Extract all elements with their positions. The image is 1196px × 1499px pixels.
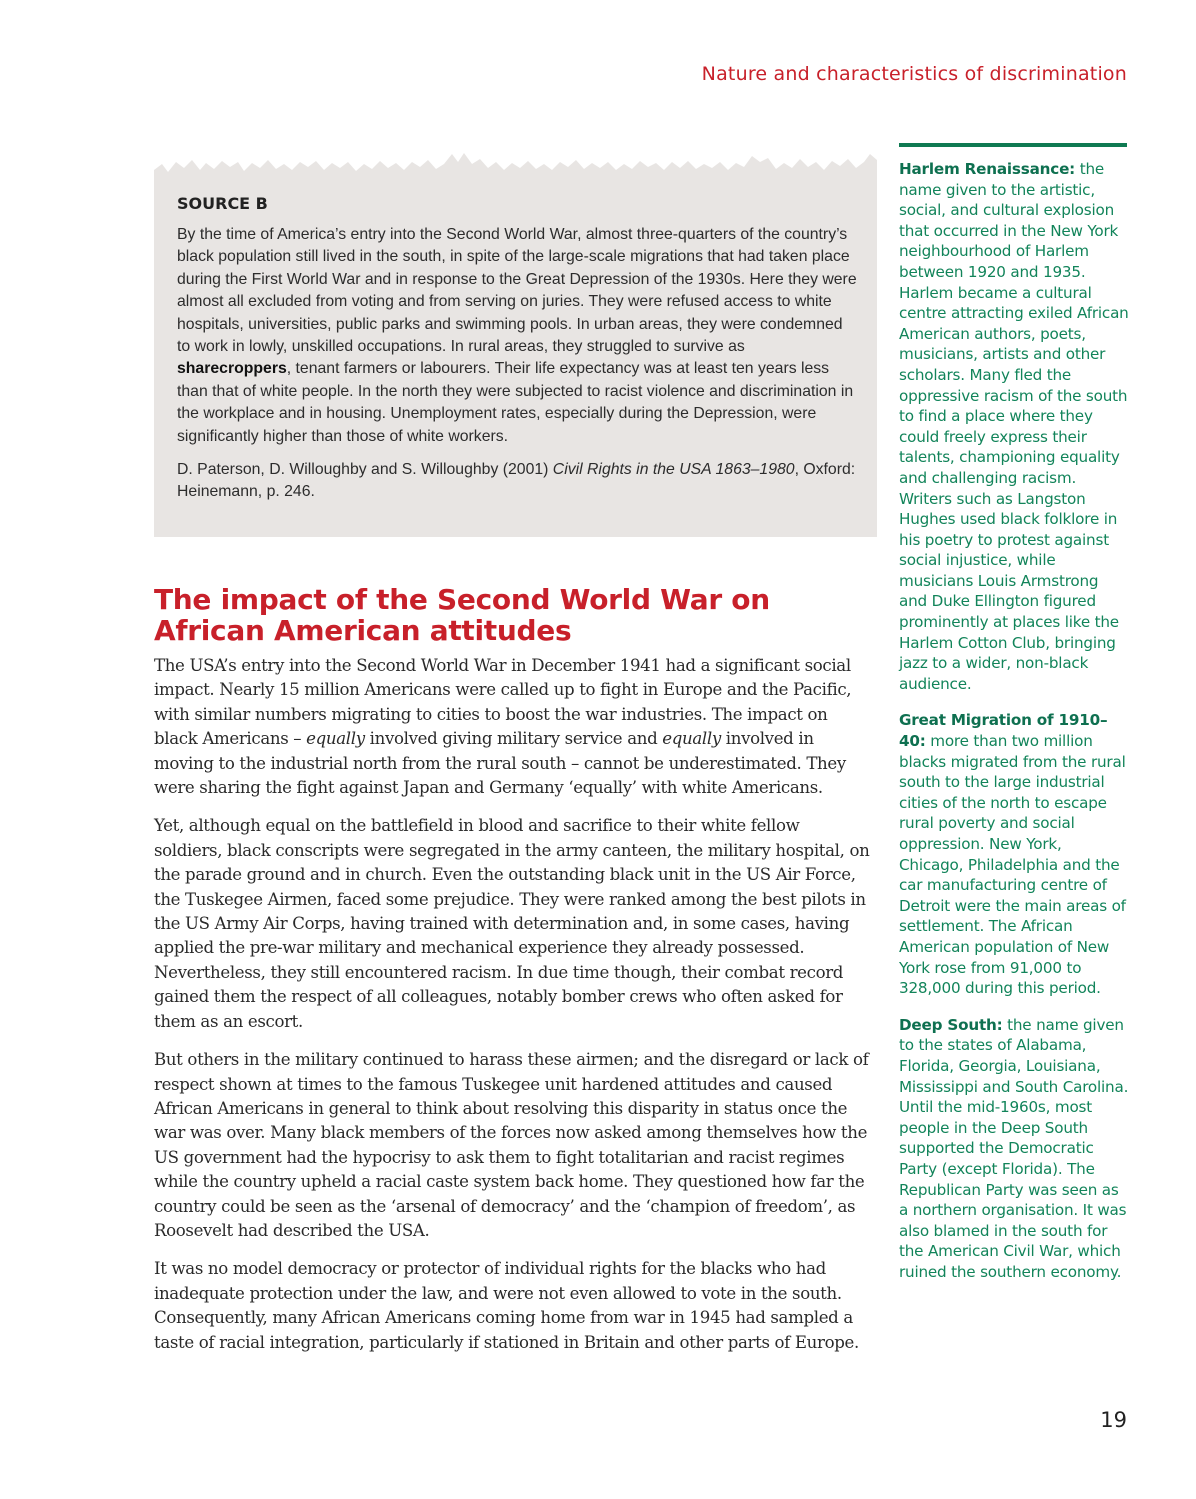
source-quote xyxy=(177,224,857,448)
emphasis-text: equally xyxy=(662,729,721,749)
section-heading: The impact of the Second World War on African American attitudes xyxy=(154,583,770,647)
running-header: Nature and characteristics of discrimination xyxy=(701,63,1127,85)
glossary-entry xyxy=(899,1015,1129,1283)
emphasis-text: equally xyxy=(306,729,365,749)
torn-paper-edge xyxy=(154,150,877,186)
body-paragraph: It was no model democracy or protector of individual rights for the blacks who had inadequate protection under the law, and were not even allowed to vote in the south. Consequently, many African Americans coming home from war in 1945 had sampled a taste of racial integration, particularly if stationed in Britain and other parts of Europe. xyxy=(154,1259,859,1352)
body-paragraph: But others in the military continued to harass these airmen; and the disregard or lack of respect shown at times to the famous Tuskegee unit hardened attitudes and caused African Americans in general to think about resolving this disparity in status once the war was over. Many black members of the forces now asked among themselves how the US government had the hypocrisy to ask them to fight totalitarian and racist regimes while the country upheld a racial caste system back home. They questioned how far the country could be seen as the ‘arsenal of democracy’ and the ‘champion of freedom’, as Roosevelt had described the USA. xyxy=(154,1050,869,1240)
glossary-term: Great Migration of 1910–40: xyxy=(899,711,1108,751)
citation-title: Civil Rights in the USA 1863–1980 xyxy=(552,461,795,479)
glossary-definition: more than two million blacks migrated from the rural south to the large industrial cities of the north to escape rural poverty and social oppression. New York, Chicago, Philadelphia and the car manufacturing centre of Detroit were the main areas of settlement. The African American population of New York rose from 91,000 to 328,000 during this period. xyxy=(899,732,1126,998)
paragraph-text: involved giving military service and xyxy=(364,729,663,749)
glossary-term: Deep South: xyxy=(899,1015,1003,1034)
source-box xyxy=(154,150,877,537)
body-paragraph xyxy=(154,654,872,800)
paragraph-text: The USA’s entry into the Second World War in December 1941 had a significant social impact. Nearly 15 million Americans were called up to fight in Europe and the Pacific, with similar numbers migrating to cities to boost the war industries. The impact on black Americans – xyxy=(154,656,852,749)
glossary-entry xyxy=(899,710,1129,998)
glossary-sidebar xyxy=(899,159,1129,1298)
source-text-after: , tenant farmers or labourers. Their life expectancy was at least ten years less than that of white people. In the north they were subjected to racist violence and discrimination in the workplace and in housing. Unemployment rates, especially during the Depression, were significantly higher than those of white workers. xyxy=(177,360,854,445)
glossary-definition: the name given to the states of Alabama, Florida, Georgia, Louisiana, Mississippi and South Carolina. Until the mid-1960s, most people in the Deep South supported the Democratic Party (except Florida). The Republican Party was seen as a northern organisation. It was also blamed in the south for the American Civil War, which ruined the southern economy. xyxy=(899,1015,1129,1281)
citation-authors: D. Paterson, D. Willoughby and S. Willoughby (2001) xyxy=(177,461,553,479)
source-bold-term: sharecroppers xyxy=(177,360,287,378)
page-number: 19 xyxy=(1100,1408,1127,1432)
glossary-term: Harlem Renaissance: xyxy=(899,160,1076,178)
source-citation xyxy=(177,459,857,504)
paragraph-text: involved in moving to the industrial north from the rural south – cannot be underestimated. They were sharing the fight against Japan and Germany ‘equally’ with white Americans. xyxy=(154,729,846,798)
body-paragraph: Yet, although equal on the battlefield in blood and sacrifice to their white fellow soldiers, black conscripts were segregated in the army canteen, the military hospital, on the parade ground and in church. Even the outstanding black unit in the US Air Force, the Tuskegee Airmen, faced some prejudice. They were ranked among the best pilots in the US Army Air Corps, having trained with determination and, in some cases, having applied the pre-war military and mechanical experience they already possessed. Nevertheless, they still encountered racism. In due time though, their combat record gained them the respect of all colleagues, notably bomber crews who often asked for them as an escort. xyxy=(154,816,870,1031)
source-label: SOURCE B xyxy=(177,194,268,213)
citation-publisher: , Oxford: Heinemann, p. 246. xyxy=(177,461,856,501)
glossary-definition: the name given to the artistic, social, and cultural explosion that occurred in the New York neighbourhood of Harlem between 1920 and 1935. Harlem became a cultural centre attracting exiled African American authors, poets, musicians, artists and other scholars. Many fled the oppressive racism of the south to find a place where they could freely express their talents, championing equality and challenging racism. Writers such as Langston Hughes used black folklore in his poetry to protest against social injustice, while musicians Louis Armstrong and Duke Ellington figured prominently at places like the Harlem Cotton Club, bringing jazz to a wider, non-black audience. xyxy=(899,160,1129,693)
source-text-before: By the time of America’s entry into the Second World War, almost three-quarters of the country’s black population still lived in the south, in spite of the large-scale migrations that had taken place during the First World War and in response to the Great Depression of the 1930s. Here they were almost all excluded from voting and from serving on juries. They were refused access to white hospitals, universities, public parks and swimming pools. In urban areas, they were condemned to work in lowly, unskilled occupations. In rural areas, they struggled to survive as xyxy=(177,226,857,356)
glossary-entry xyxy=(899,159,1129,694)
sidebar-divider xyxy=(899,143,1127,147)
main-body xyxy=(154,654,872,1369)
source-content xyxy=(177,194,857,504)
